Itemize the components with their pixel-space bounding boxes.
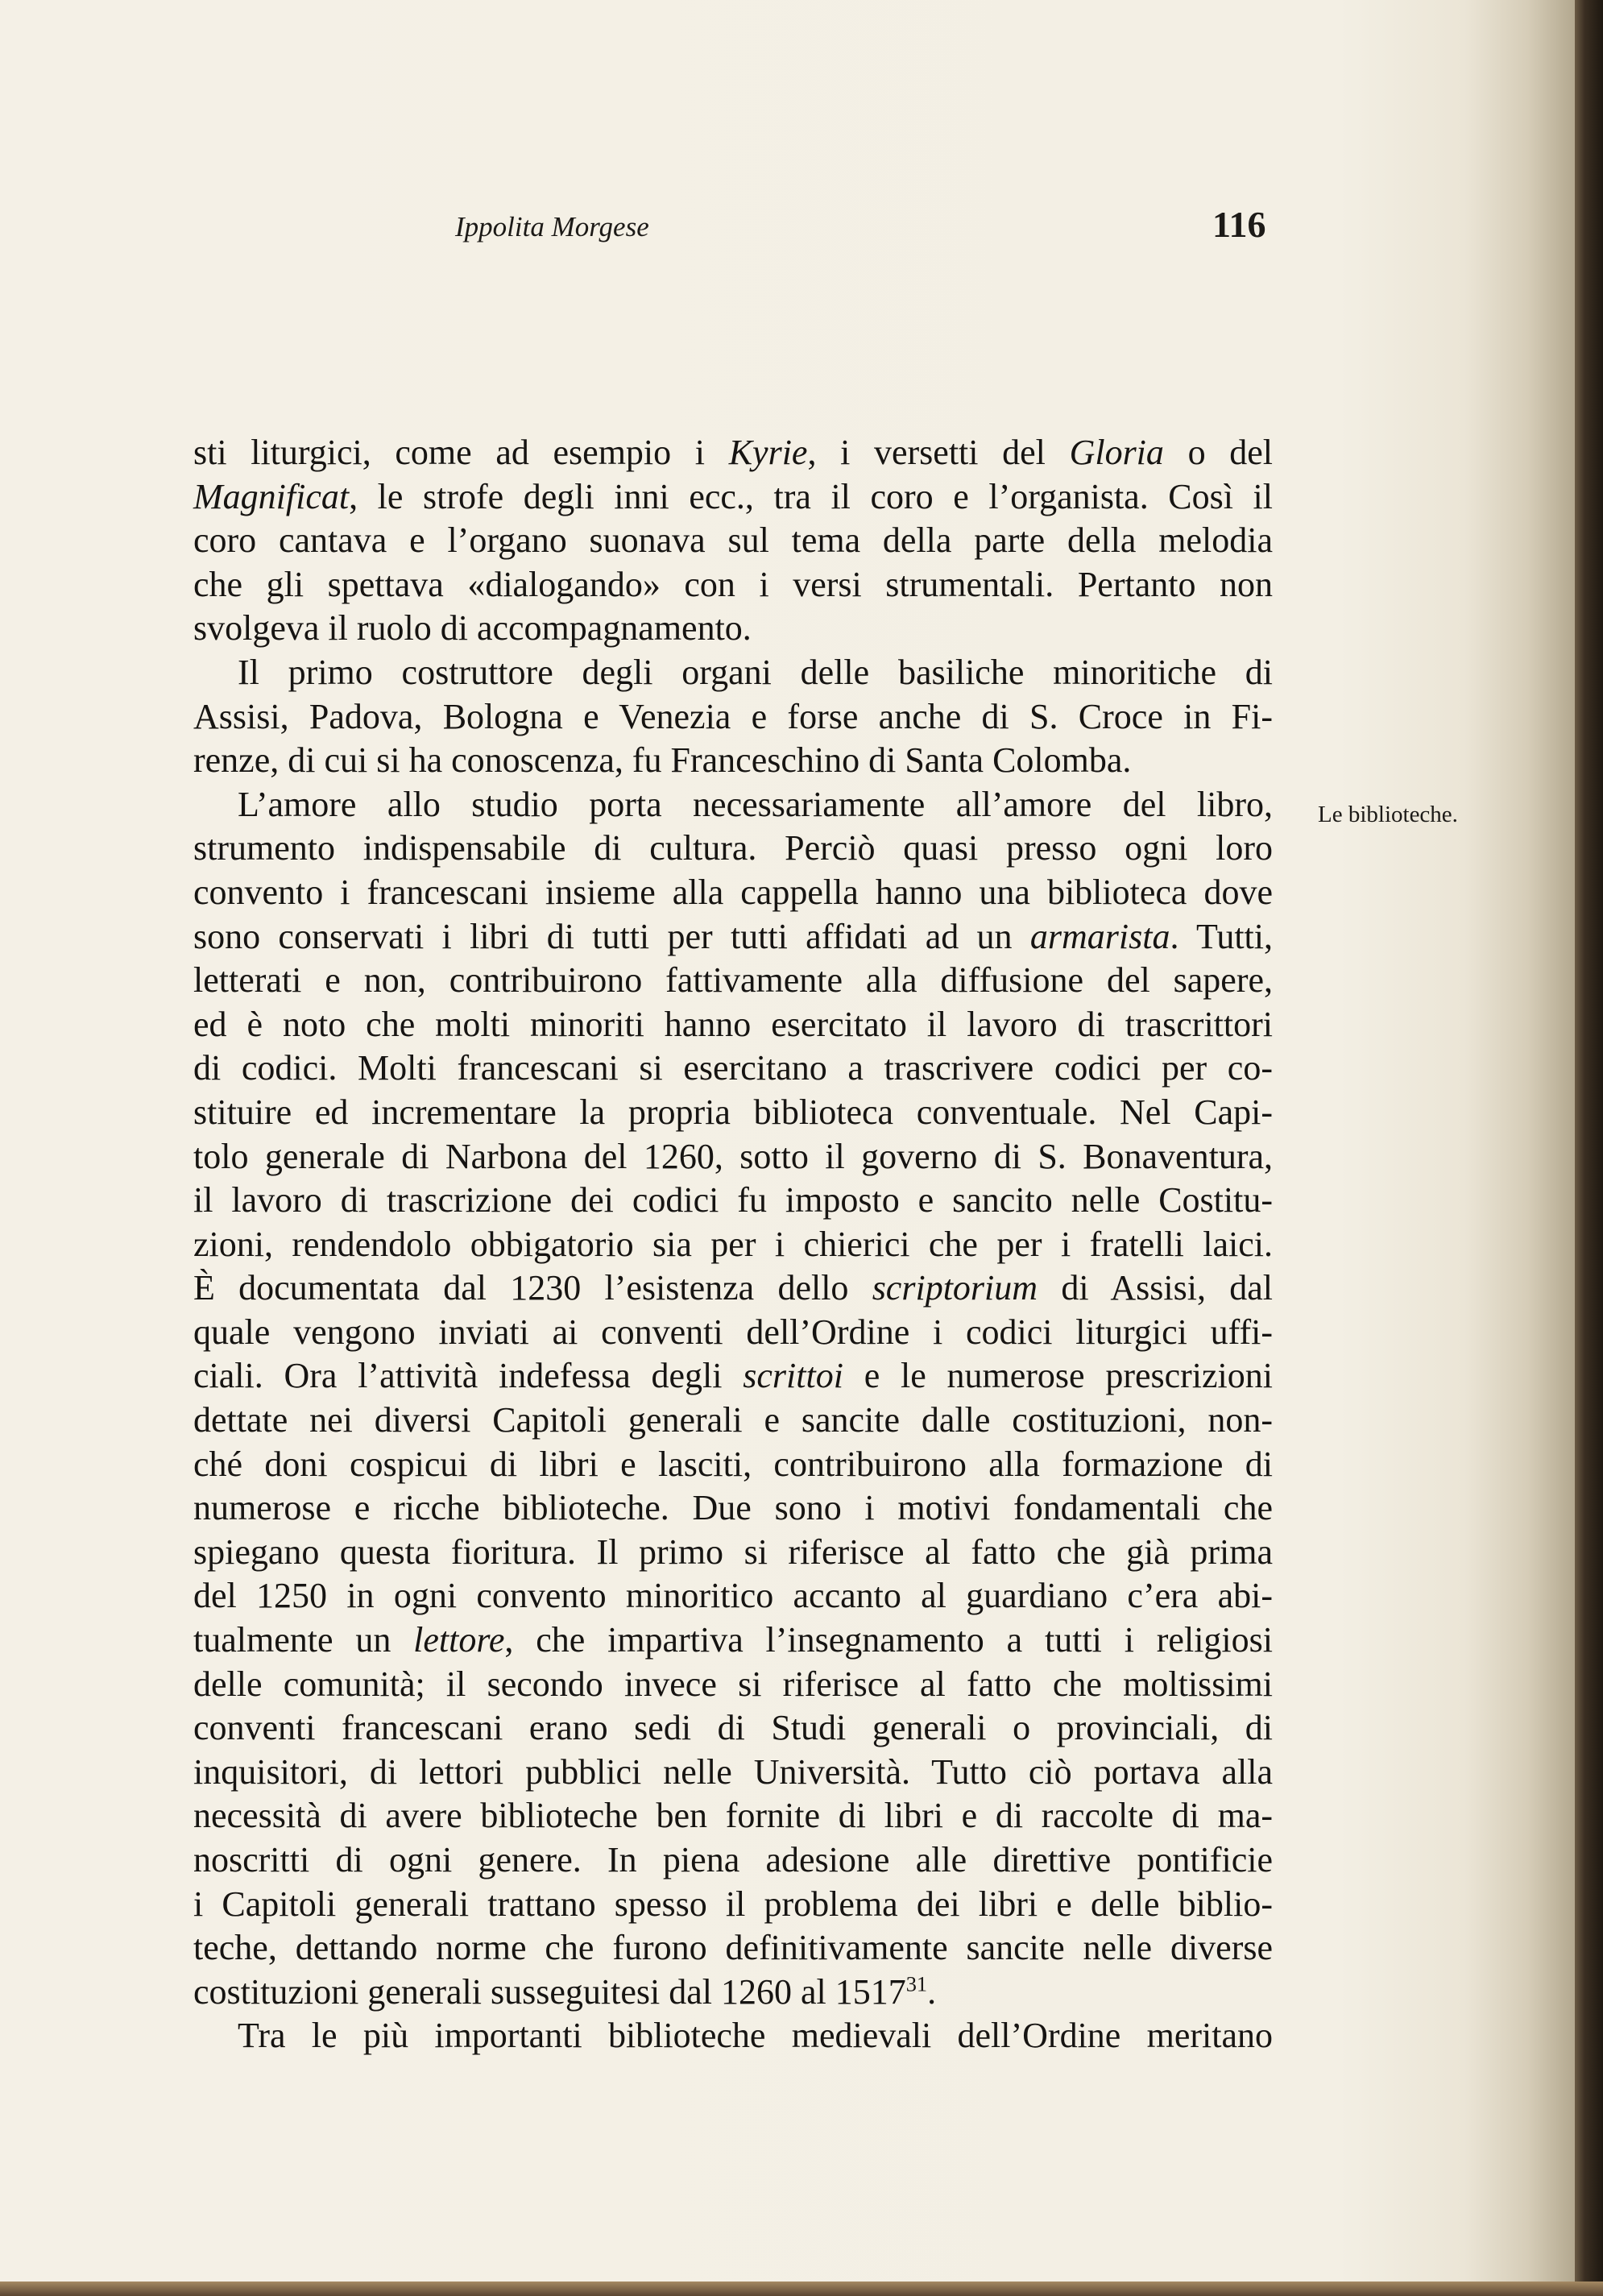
text-line: zioni, rendendolo obbigatorio sia per i chierici che per i fratelli laici. (193, 1224, 1273, 1264)
text-line: renze, di cui si ha conoscenza, fu Franceschino di Santa Colomba. (193, 740, 1132, 781)
text-line: teche, dettando norme che furono definitivamente sancite nelle diverse (193, 1928, 1273, 1968)
text-line: conventi francescani erano sedi di Studi generali o provinciali, di (193, 1708, 1273, 1748)
text-line: necessità di avere biblioteche ben fornite di libri e di raccolte di ma- (193, 1796, 1273, 1836)
text-line: noscritti di ogni genere. In piena adesione alle direttive pontificie (193, 1840, 1273, 1879)
text-line: i Capitoli generali trattano spesso il problema dei libri e delle biblio- (193, 1884, 1273, 1924)
margin-note: Le biblioteche. (1318, 802, 1458, 827)
text-line: il lavoro di trascrizione dei codici fu imposto e sancito nelle Costitu- (193, 1180, 1273, 1221)
text-line: svolgeva il ruolo di accompagnamento. (193, 608, 752, 649)
text-line: Tra le più importanti biblioteche medievali dell’Ordine meritano (238, 2016, 1273, 2056)
text-line: convento i francescani insieme alla cappella hanno una biblioteca dove (193, 872, 1273, 912)
text-line: inquisitori, di lettori pubblici nelle Università. Tutto ciò portava alla (193, 1751, 1273, 1792)
text-line: del 1250 in ogni convento minoritico accanto al guardiano c’era abi- (193, 1576, 1273, 1616)
text-line: letterati e non, contribuirono fattivamente alla diffusione del sapere, (193, 960, 1273, 1001)
text-line: È documentata dal 1230 l’esistenza dello scriptorium di Assisi, dal (193, 1268, 1273, 1308)
text-line: tolo generale di Narbona del 1260, sotto il governo di S. Bonaventura, (193, 1136, 1273, 1176)
running-header-author: Ippolita Morgese (455, 211, 649, 242)
text-line: spiegano questa fioritura. Il primo si riferisce al fatto che già prima (193, 1531, 1273, 1572)
text-line: ed è noto che molti minoriti hanno esercitato il lavoro di trascrittori (193, 1004, 1273, 1044)
text-line: quale vengono inviati ai conventi dell’Ordine i codici liturgici uffi- (193, 1312, 1273, 1352)
text-line: ché doni cospicui di libri e lasciti, contribuirono alla formazione di (193, 1444, 1273, 1484)
text-line: L’amore allo studio porta necessariamente all’amore del libro, (238, 784, 1273, 824)
page-number: 116 (1212, 204, 1266, 245)
text-line: ciali. Ora l’attività indefessa degli scrittoi e le numerose prescrizioni (193, 1356, 1274, 1396)
text-line: Il primo costruttore degli organi delle basiliche minoritiche di (238, 652, 1273, 692)
text-line: dettate nei diversi Capitoli generali e sancite dalle costituzioni, non- (193, 1400, 1273, 1440)
book-bottom-edge (0, 2281, 1603, 2296)
text-line: Magnificat, le strofe degli inni ecc., tra il coro e l’organista. Così il (193, 476, 1273, 516)
text-line: strumento indispensabile di cultura. Perciò quasi presso ogni loro (193, 828, 1273, 868)
text-line: delle comunità; il secondo invece si riferisce al fatto che moltissimi (193, 1664, 1273, 1704)
text-line: sono conservati i libri di tutti per tutti affidati ad un armarista. Tutti, (193, 916, 1273, 956)
text-line: numerose e ricche biblioteche. Due sono i motivi fondamentali che (193, 1488, 1273, 1528)
text-line: stituire ed incrementare la propria biblioteca conventuale. Nel Capi- (193, 1092, 1273, 1132)
text-line: costituzioni generali susseguitesi dal 1260 al 1517$^{31}$. (193, 1971, 937, 2012)
text-line: coro cantava e l’organo suonava sul tema della parte della melodia (193, 520, 1273, 561)
text-line: che gli spettava «dialogando» con i versi strumentali. Pertanto non (193, 564, 1273, 604)
text-line: di codici. Molti francescani si esercitano a trascrivere codici per co- (193, 1048, 1273, 1088)
body-text (193, 431, 1273, 2058)
book-spine-edge (1575, 0, 1603, 2296)
text-line: sti liturgici, come ad esempio i Kyrie, i versetti del Gloria o del (193, 433, 1273, 472)
text-line: tualmente un lettore, che impartiva l’insegnamento a tutti i religiosi (193, 1620, 1273, 1660)
text-line: Assisi, Padova, Bologna e Venezia e forse anche di S. Croce in Fi- (193, 696, 1273, 736)
